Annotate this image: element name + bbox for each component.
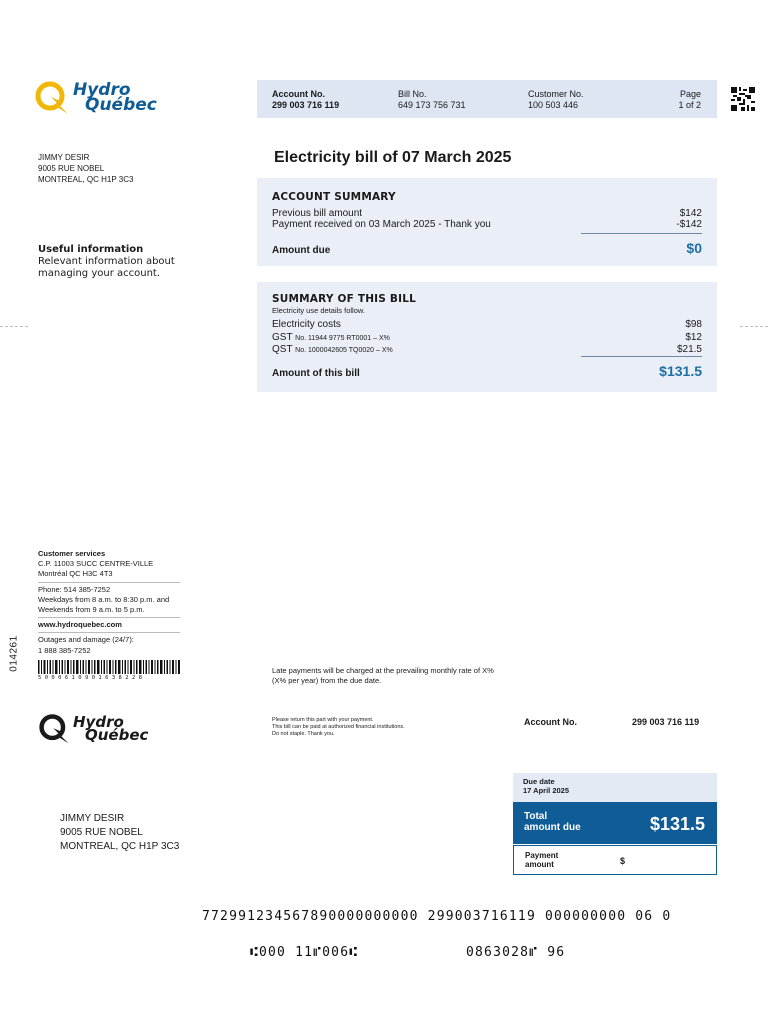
return-note-line3: Do not staple. Thank you. (272, 731, 335, 737)
account-number-value: 299 003 716 119 (272, 100, 340, 110)
customer-services-title: Customer services (38, 549, 106, 558)
amount-due-value: $0 (686, 240, 702, 256)
summary-divider (581, 233, 702, 234)
total-label-line2: amount due (524, 822, 581, 833)
website-link[interactable]: www.hydroquebec.com (38, 620, 122, 630)
outages-label: Outages and damage (24/7): (38, 635, 134, 645)
electricity-costs-value: $98 (685, 319, 702, 330)
gst-value: $12 (685, 332, 702, 343)
qst-number: No. 1000042605 TQ0020 – X% (295, 347, 393, 354)
header-customer (528, 89, 584, 111)
payment-label-line1: Payment (525, 851, 559, 860)
amount-due-row (272, 240, 702, 256)
customer-services-hours1: Weekdays from 8 a.m. to 8:30 p.m. and (38, 594, 170, 604)
customer-services-line2: Montréal QC H3C 4T3 (38, 569, 113, 579)
logo-word-quebec: Québec (85, 95, 157, 115)
micr-line-2b: 0863028⑈ 96 (466, 945, 566, 960)
bill-title: Electricity bill of 07 March 2025 (274, 149, 512, 166)
side-document-number: 014261 (8, 635, 20, 672)
micr-line-1: 772991234567890000000000 299003716119 000000000 06 0 (202, 909, 672, 924)
header-info-bar (257, 80, 717, 118)
amount-of-bill-row (272, 363, 702, 379)
customer-number-label: Customer No. (528, 89, 584, 99)
cs-separator (38, 632, 180, 633)
hydro-quebec-logo (34, 79, 157, 117)
due-date-label: Due date (523, 777, 555, 786)
payment-received-label: Payment received on 03 March 2025 - Thank you (272, 219, 491, 230)
slip-address-city: MONTREAL, QC H1P 3C3 (60, 841, 180, 852)
barcode-icon (38, 660, 180, 674)
payment-currency-symbol: $ (620, 856, 626, 866)
useful-info-line1: Relevant information about (38, 256, 175, 267)
slip-logo-q-icon (38, 712, 72, 746)
customer-services-phone: Phone: 514 385-7252 (38, 584, 111, 594)
payment-received-value: -$142 (676, 219, 702, 230)
slip-hydro-quebec-logo (38, 712, 148, 746)
customer-services (38, 549, 180, 656)
amount-due-label: Amount due (272, 245, 331, 256)
cs-separator (38, 582, 180, 583)
fold-mark-right (740, 326, 768, 327)
customer-services-hours2: Weekends from 9 a.m. to 5 p.m. (38, 605, 145, 615)
qr-code-icon (731, 87, 755, 111)
amount-of-bill-label: Amount of this bill (272, 368, 360, 379)
header-bill (398, 89, 466, 111)
header-account (272, 89, 339, 111)
bill-summary-title: SUMMARY OF THIS BILL (272, 293, 417, 305)
qst-label: QST (272, 344, 293, 355)
logo-q-icon (34, 79, 72, 117)
previous-bill-label: Previous bill amount (272, 208, 363, 219)
return-note-line1: Please return this part with your payment. (272, 717, 374, 723)
useful-information (38, 244, 175, 280)
slip-account-label: Account No. (524, 717, 577, 727)
electricity-costs-row (272, 319, 702, 330)
bill-number-value: 649 173 756 731 (398, 100, 466, 110)
total-amount-due-value: $131.5 (649, 814, 705, 834)
account-summary-panel (257, 178, 717, 266)
customer-address (38, 152, 133, 185)
bill-summary-panel (257, 282, 717, 392)
late-notice-line1: Late payments will be charged at the prevailing monthly rate of X% (272, 666, 494, 675)
address-line-street: 9005 RUE NOBEL (38, 164, 105, 173)
logo-word-hydro: Hydro (73, 79, 131, 100)
gst-label: GST (272, 332, 293, 343)
customer-number-value: 100 503 446 (528, 100, 579, 110)
bill-number-label: Bill No. (398, 89, 427, 99)
amount-of-bill-value: $131.5 (659, 363, 702, 379)
gst-number: No. 11944 9775 RT0001 – X% (295, 335, 390, 342)
late-payment-notice (272, 666, 494, 685)
previous-bill-value: $142 (679, 208, 702, 219)
outages-phone: 1 888 385-7252 (38, 645, 91, 655)
micr-line-2a: ⑆000 11⑈006⑆ (250, 945, 359, 960)
qst-row (272, 344, 702, 355)
fold-mark-left (0, 326, 28, 327)
account-number-label: Account No. (272, 89, 325, 99)
useful-info-title: Useful information (38, 244, 144, 255)
return-note-line2: This bill can be paid at authorized financial institutions. (272, 724, 405, 730)
total-label-line1: Total (524, 811, 548, 822)
barcode-number: 5000610901638228 (38, 675, 146, 681)
previous-bill-row (272, 208, 702, 219)
payment-label-line2: amount (525, 859, 554, 869)
slip-address-name: JIMMY DESIR (60, 813, 125, 824)
slip-address-street: 9005 RUE NOBEL (60, 827, 143, 838)
due-date-box (513, 773, 717, 802)
late-notice-line2: (X% per year) from the due date. (272, 675, 382, 685)
slip-logo-word-hydro: Hydro (73, 712, 124, 731)
page-value: 1 of 2 (678, 100, 701, 110)
page-label: Page (679, 89, 701, 99)
slip-account-value: 299 003 716 119 (632, 717, 700, 727)
electricity-costs-label: Electricity costs (272, 319, 341, 330)
slip-customer-address (60, 812, 179, 854)
qst-value: $21.5 (676, 344, 702, 355)
account-summary-title: ACCOUNT SUMMARY (272, 191, 396, 203)
bill-summary-subtitle: Electricity use details follow. (272, 306, 365, 315)
total-amount-due-box (513, 802, 717, 844)
cs-separator (38, 617, 180, 618)
gst-row (272, 332, 702, 343)
slip-logo-word-quebec: Québec (85, 726, 149, 744)
payment-amount-field[interactable] (513, 845, 717, 875)
payment-received-row (272, 219, 702, 230)
useful-info-line2: managing your account. (38, 268, 161, 279)
customer-services-line1: C.P. 11003 SUCC CENTRE-VILLE (38, 559, 154, 569)
return-instructions (272, 717, 405, 738)
address-line-city: MONTREAL, QC H1P 3C3 (38, 175, 134, 184)
address-line-name: JIMMY DESIR (38, 153, 90, 162)
header-page (678, 89, 701, 111)
due-date-value: 17 April 2025 (523, 785, 569, 795)
bill-summary-divider (581, 356, 702, 357)
